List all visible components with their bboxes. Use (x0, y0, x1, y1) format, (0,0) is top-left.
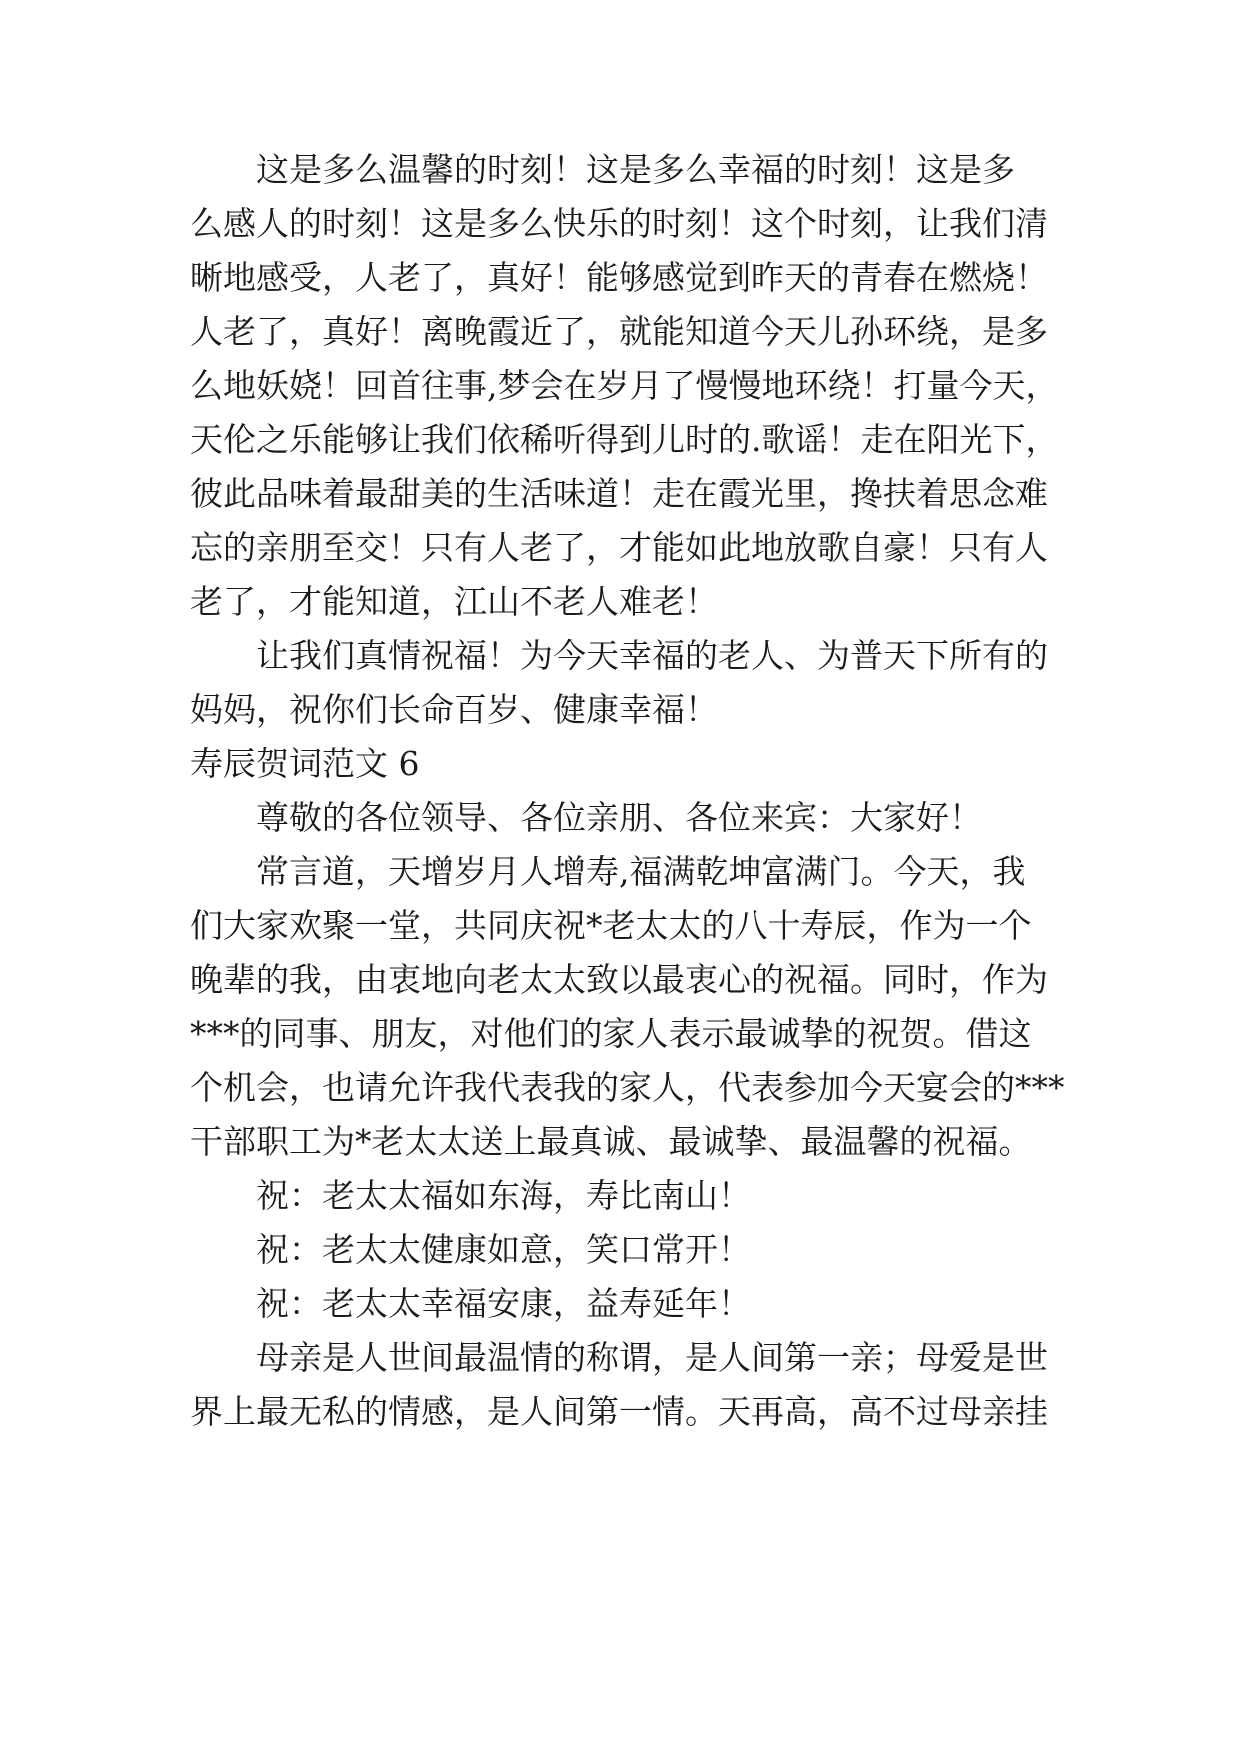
paragraph-line: 尊敬的各位领导、各位亲朋、各位来宾：大家好！ (256, 798, 982, 837)
paragraph-line: 这是多么温馨的时刻！这是多么幸福的时刻！这是多 (256, 150, 1015, 189)
paragraph-line: ***的同事、朋友，对他们的家人表示最诚挚的祝贺。借这 (190, 1014, 1032, 1053)
paragraph-line: 们大家欢聚一堂，共同庆祝*老太太的八十寿辰，作为一个 (190, 906, 1032, 945)
paragraph-line: 祝：老太太健康如意，笑口常开！ (256, 1230, 751, 1269)
paragraph-line: 母亲是人世间最温情的称谓，是人间第一亲；母爱是世 (256, 1338, 1048, 1377)
paragraph-line: 干部职工为*老太太送上最真诚、最诚挚、最温馨的祝福。 (190, 1122, 1032, 1161)
section-heading: 寿辰贺词范文 6 (190, 744, 420, 783)
paragraph-line: 个机会，也请允许我代表我的家人，代表参加今天宴会的*** (190, 1068, 1065, 1107)
paragraph-line: 晚辈的我，由衷地向老太太致以最衷心的祝福。同时，作为 (190, 960, 1048, 999)
paragraph-line: 让我们真情祝福！为今天幸福的老人、为普天下所有的 (256, 636, 1048, 675)
paragraph-line: 人老了，真好！离晚霞近了，就能知道今天儿孙环绕，是多 (190, 312, 1048, 351)
paragraph-line: 么地妖娆！回首往事,梦会在岁月了慢慢地环绕！打量今天， (190, 366, 1059, 405)
paragraph-line: 晰地感受，人老了，真好！能够感觉到昨天的青春在燃烧！ (190, 258, 1048, 297)
paragraph-line: 彼此品味着最甜美的生活味道！走在霞光里，搀扶着思念难 (190, 474, 1048, 513)
paragraph-line: 界上最无私的情感，是人间第一情。天再高，高不过母亲挂 (190, 1392, 1048, 1431)
paragraph-line: 老了，才能知道，江山不老人难老！ (190, 582, 718, 621)
paragraph-line: 忘的亲朋至交！只有人老了，才能如此地放歌自豪！只有人 (190, 528, 1048, 567)
paragraph-line: 天伦之乐能够让我们依稀听得到儿时的.歌谣！走在阳光下， (190, 420, 1059, 459)
paragraph-line: 么感人的时刻！这是多么快乐的时刻！这个时刻，让我们清 (190, 204, 1048, 243)
paragraph-line: 祝：老太太福如东海，寿比南山！ (256, 1176, 751, 1215)
paragraph-line: 祝：老太太幸福安康，益寿延年！ (256, 1284, 751, 1323)
paragraph-line: 常言道，天增岁月人增寿,福满乾坤富满门。今天，我 (256, 852, 1026, 891)
paragraph-line: 妈妈，祝你们长命百岁、健康幸福！ (190, 690, 718, 729)
